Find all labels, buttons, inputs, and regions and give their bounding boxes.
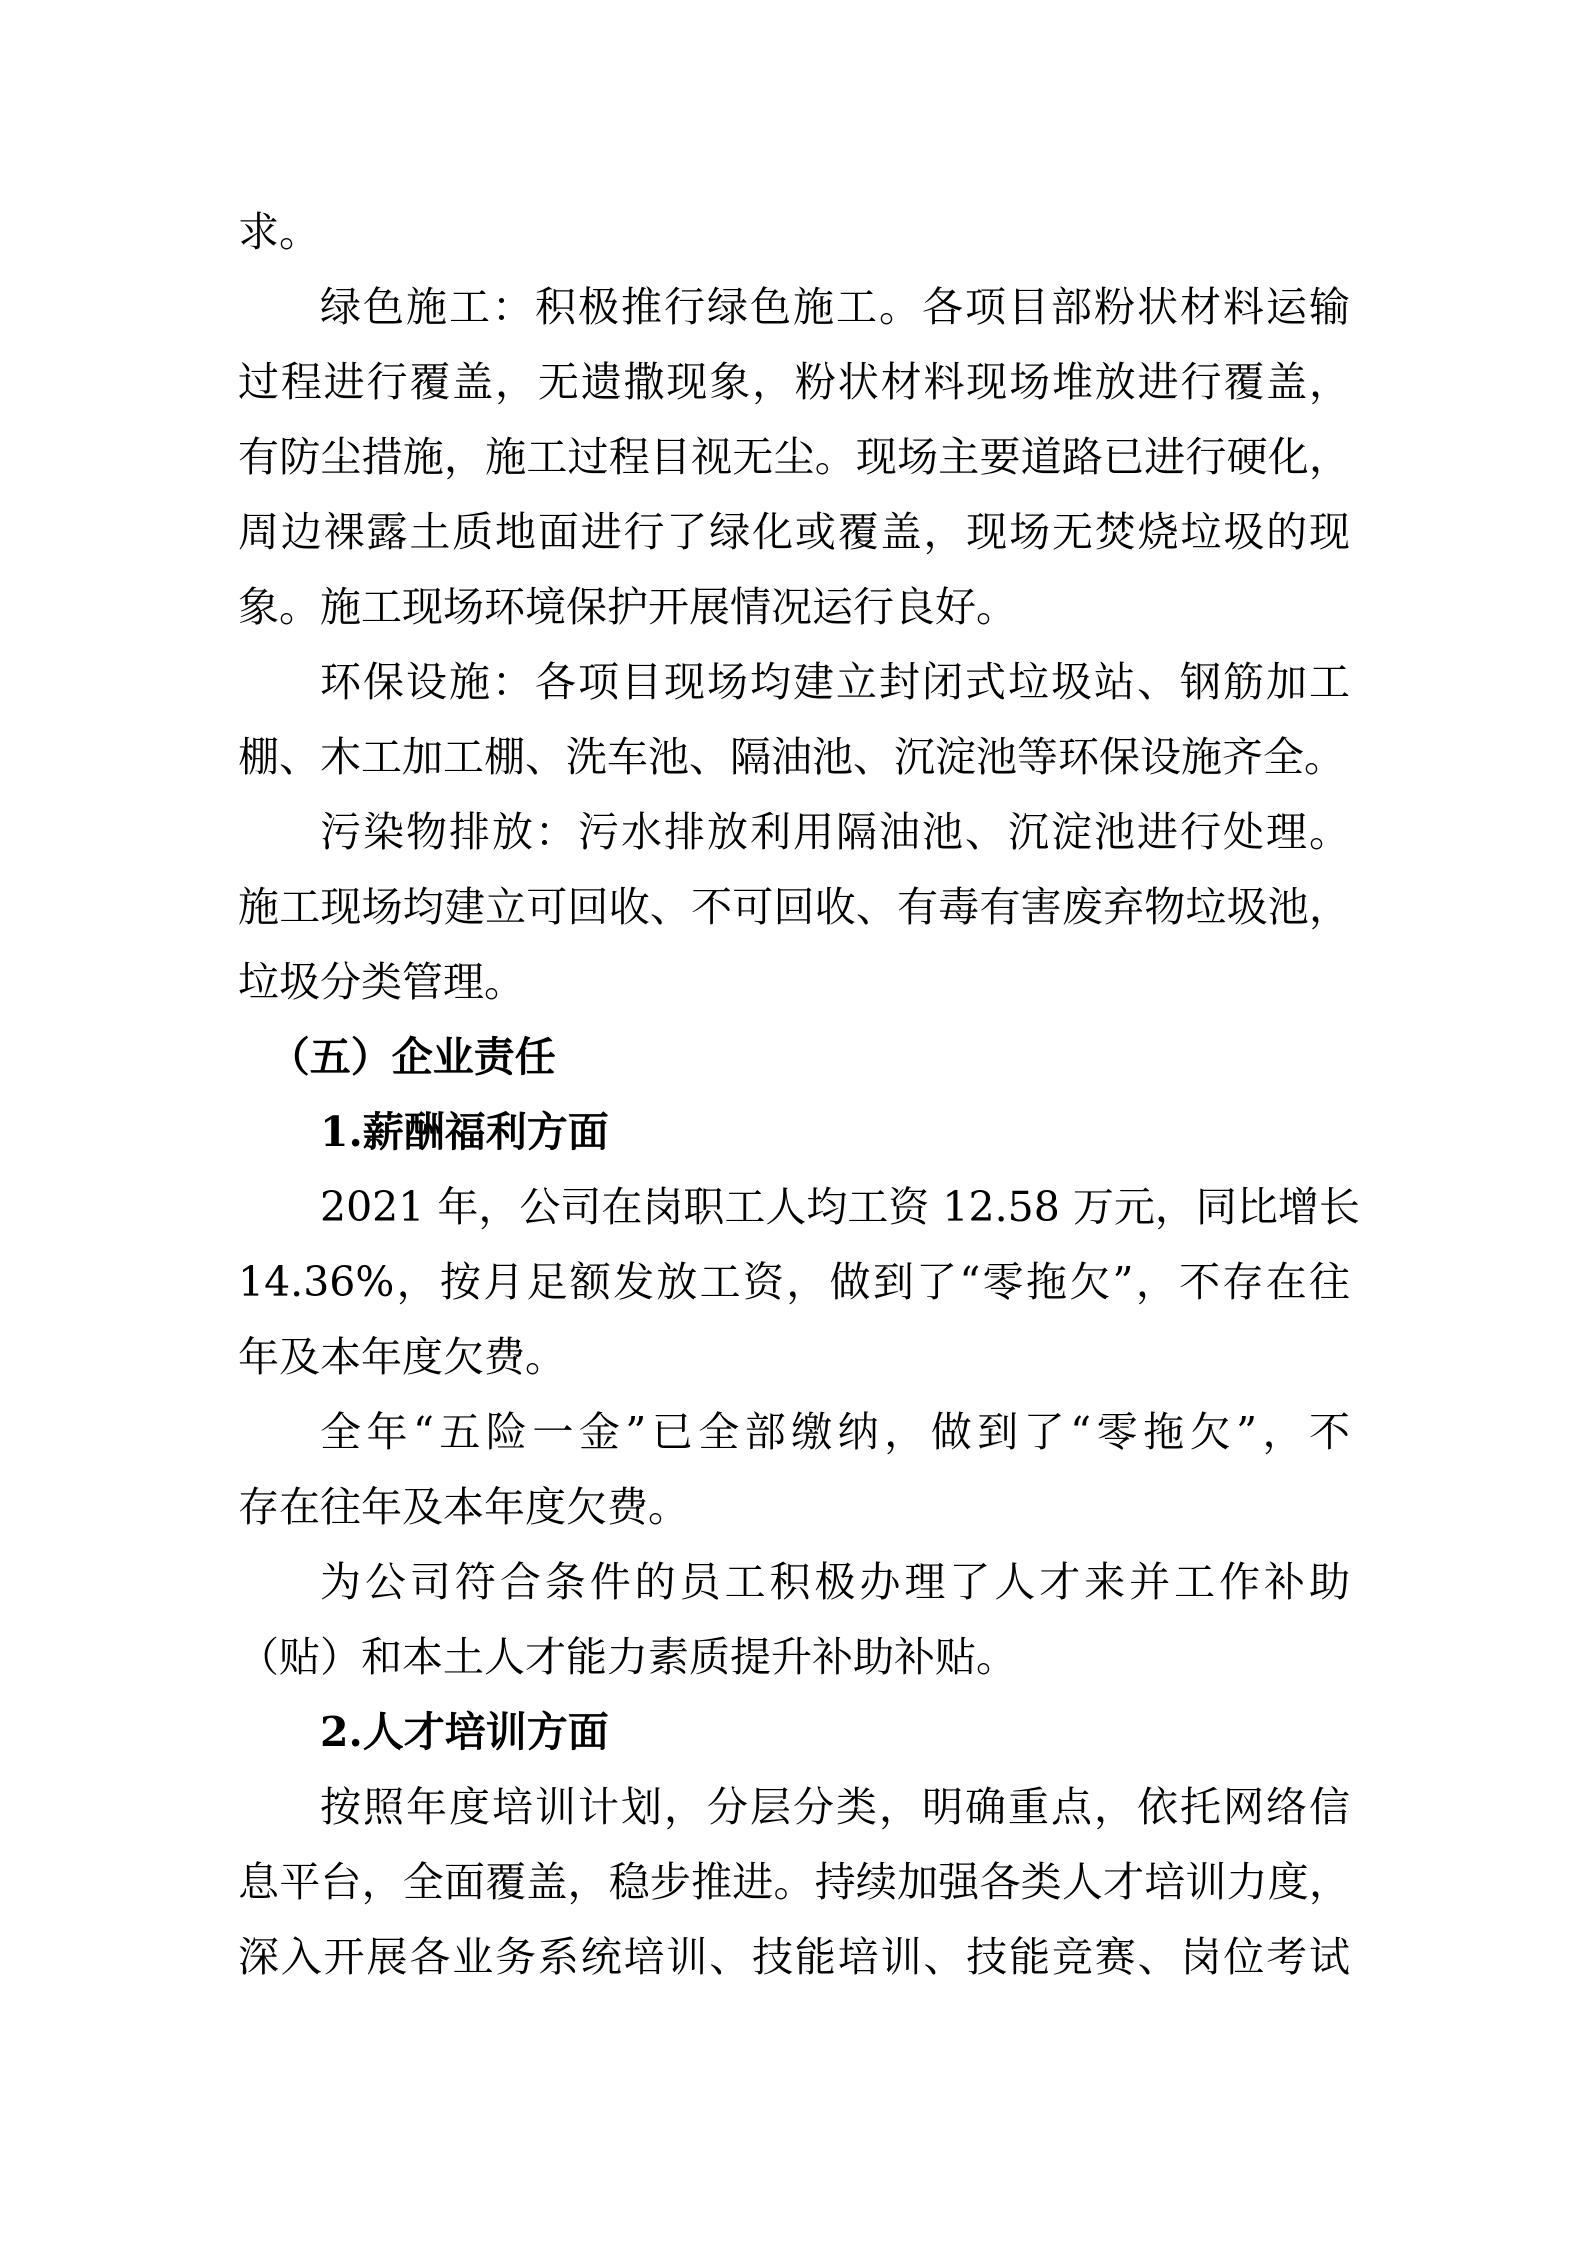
- text-line: 按照年度培训计划，分层分类，明确重点，依托网络信: [320, 1783, 1350, 1831]
- text-line: 过程进行覆盖，无遗撒现象，粉状材料现场堆放进行覆盖，: [238, 358, 1350, 406]
- text-line: 为公司符合条件的员工积极办理了人才来并工作补助: [320, 1558, 1350, 1606]
- text-line: 棚、木工加工棚、洗车池、隔油池、沉淀池等环保设施齐全。: [238, 733, 1345, 781]
- text-line: 存在往年及本年度欠费。: [238, 1483, 689, 1531]
- text-line: 全年“五险一金”已全部缴纳，做到了“零拖欠”，不: [320, 1408, 1350, 1456]
- paragraph: [238, 645, 1350, 795]
- subsection-heading: [238, 1695, 1350, 1770]
- text-line: 周边裸露土质地面进行了绿化或覆盖，现场无焚烧垃圾的现: [238, 508, 1350, 556]
- paragraph: [238, 195, 1350, 270]
- text-line: 垃圾分类管理。: [238, 958, 525, 1006]
- section-heading: [238, 1020, 1350, 1095]
- text-line: 1.薪酬福利方面: [320, 1108, 609, 1156]
- paragraph: [238, 1170, 1360, 1395]
- text-line: 息平台，全面覆盖，稳步推进。持续加强各类人才培训力度，: [238, 1858, 1350, 1906]
- paragraph: [238, 1545, 1350, 1695]
- text-line: 2.人才培训方面: [320, 1708, 609, 1756]
- text-line: 有防尘措施，施工过程目视无尘。现场主要道路已进行硬化，: [238, 433, 1350, 481]
- paragraph: [238, 795, 1350, 1020]
- text-line: 求。: [238, 208, 320, 256]
- text-line: （五）企业责任: [268, 1033, 556, 1081]
- text-line: 污染物排放：污水排放利用隔油池、沉淀池进行处理。: [320, 808, 1350, 856]
- document-body: [238, 195, 1360, 1995]
- text-line: 2021 年，公司在岗职工人均工资 12.58 万元，同比增长: [320, 1183, 1360, 1231]
- paragraph: [238, 270, 1350, 645]
- text-line: 年及本年度欠费。: [238, 1333, 566, 1381]
- text-line: 深入开展各业务系统培训、技能培训、技能竞赛、岗位考试: [238, 1933, 1350, 1981]
- text-line: 象。施工现场环境保护开展情况运行良好。: [238, 583, 1017, 631]
- subsection-heading: [238, 1095, 1350, 1170]
- text-line: 施工现场均建立可回收、不可回收、有毒有害废弃物垃圾池，: [238, 883, 1350, 931]
- text-line: 14.36%，按月足额发放工资，做到了“零拖欠”，不存在往: [238, 1258, 1350, 1306]
- paragraph: [238, 1770, 1350, 1995]
- paragraph: [238, 1395, 1350, 1545]
- text-line: 环保设施：各项目现场均建立封闭式垃圾站、钢筋加工: [320, 658, 1350, 706]
- text-line: 绿色施工：积极推行绿色施工。各项目部粉状材料运输: [320, 283, 1350, 331]
- text-line: （贴）和本土人才能力素质提升补助补贴。: [238, 1633, 1017, 1681]
